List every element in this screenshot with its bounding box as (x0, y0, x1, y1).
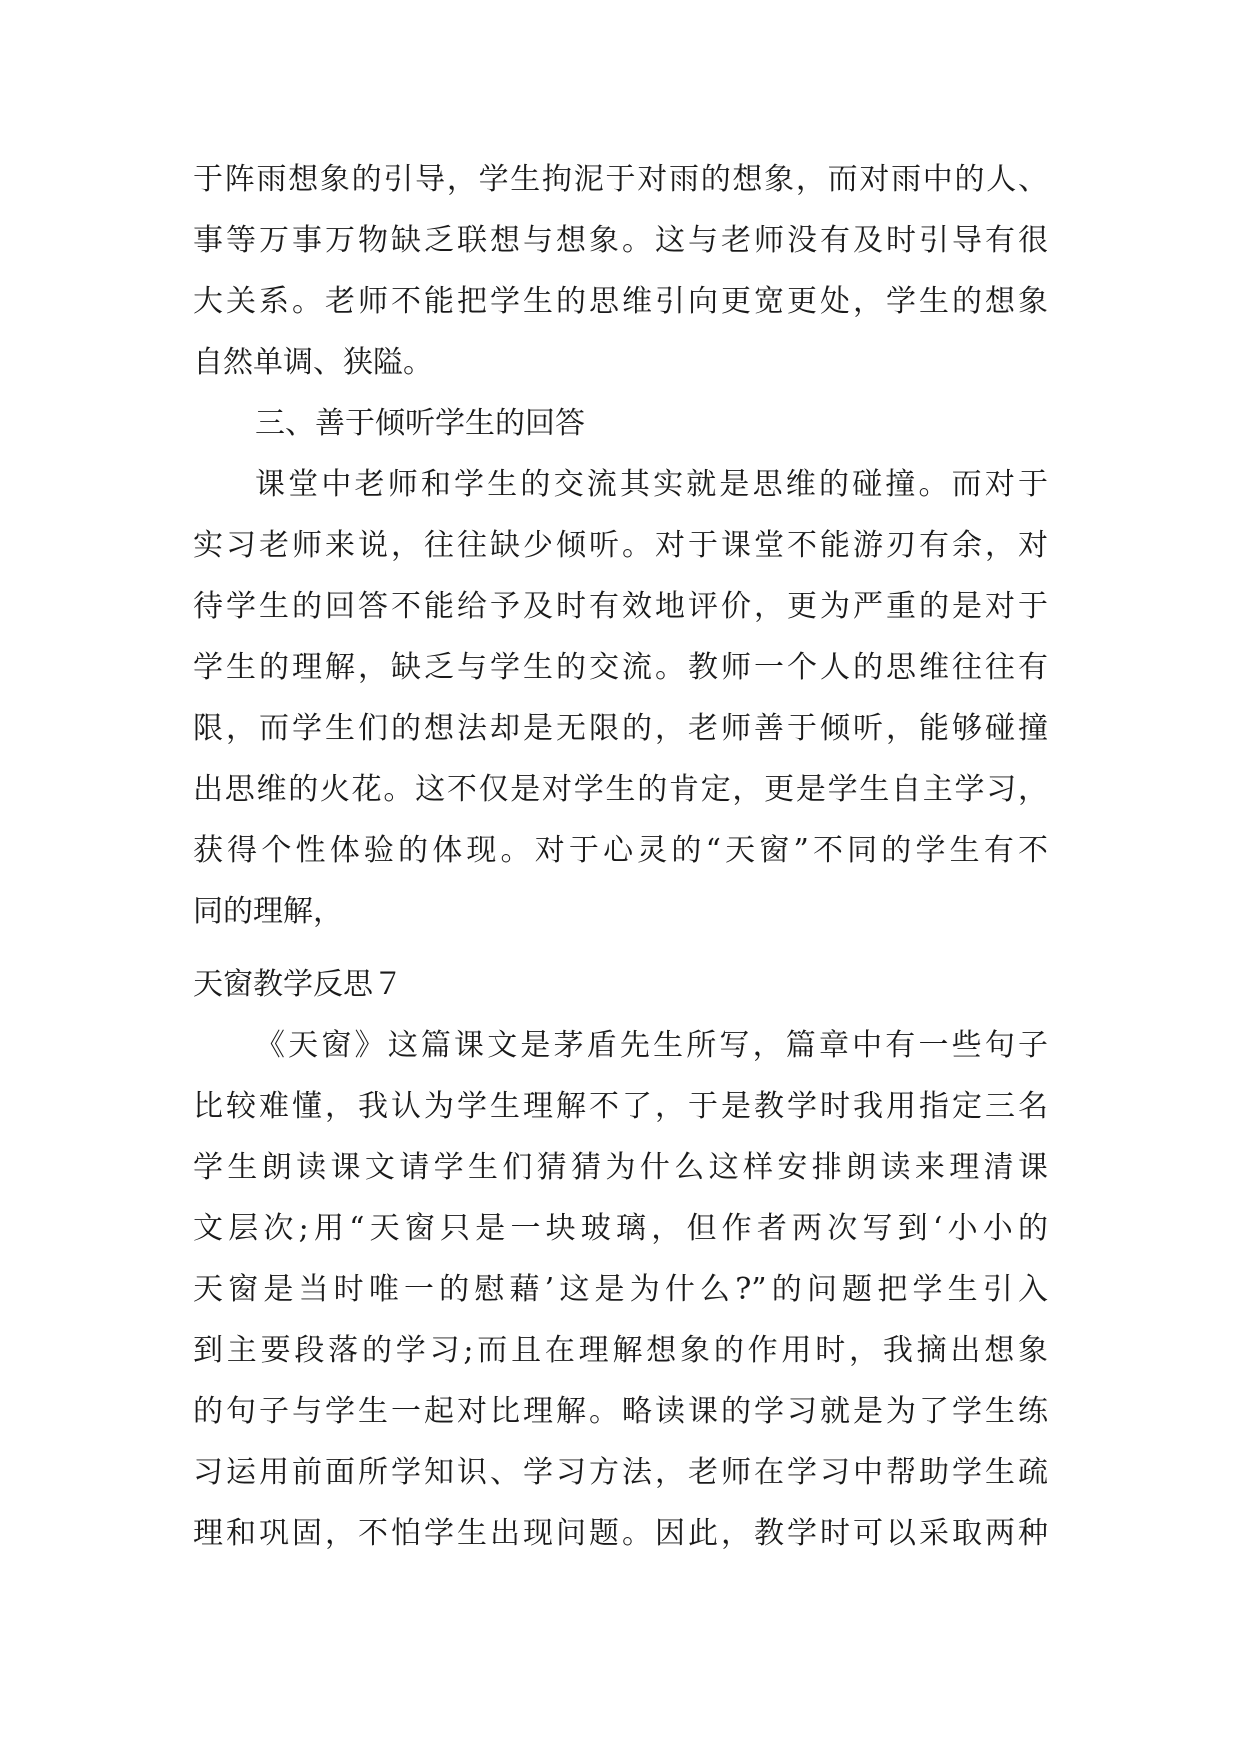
text-line: 事等万事万物缺乏联想与想象。这与老师没有及时引导有很 (193, 223, 1048, 258)
text-line: 待学生的回答不能给予及时有效地评价，更为严重的是对于 (193, 589, 1048, 624)
text-line: 习运用前面所学知识、学习方法，老师在学习中帮助学生疏 (193, 1455, 1048, 1490)
text-line: 学生朗读课文请学生们猜猜为什么这样安排朗读来理清课 (193, 1150, 1048, 1185)
text-line: 限，而学生们的想法却是无限的，老师善于倾听，能够碰撞 (193, 711, 1048, 746)
article-title: 天窗教学反思７ (193, 967, 403, 1002)
text-line: 文层次;用“天窗只是一块玻璃，但作者两次写到‘小小的 (193, 1211, 1048, 1246)
text-line: 实习老师来说，往往缺少倾听。对于课堂不能游刃有余，对 (193, 528, 1048, 563)
text-line: 大关系。老师不能把学生的思维引向更宽更处，学生的想象 (193, 284, 1048, 319)
section-one (193, 149, 1048, 942)
text-line: 天窗是当时唯一的慰藉’这是为什么?”的问题把学生引入 (193, 1272, 1048, 1307)
text-line: 出思维的火花。这不仅是对学生的肯定，更是学生自主学习， (193, 772, 1048, 807)
text-line: 于阵雨想象的引导，学生拘泥于对雨的想象，而对雨中的人、 (193, 162, 1048, 197)
section-heading: 三、善于倾听学生的回答 (255, 406, 585, 441)
text-line: 获得个性体验的体现。对于心灵的“天窗”不同的学生有不 (193, 833, 1048, 868)
text-line: 学生的理解，缺乏与学生的交流。教师一个人的思维往往有 (193, 650, 1048, 685)
text-line: 的句子与学生一起对比理解。略读课的学习就是为了学生练 (193, 1394, 1048, 1429)
text-line: 课堂中老师和学生的交流其实就是思维的碰撞。而对于 (255, 467, 1048, 502)
text-line: 到主要段落的学习;而且在理解想象的作用时，我摘出想象 (193, 1333, 1048, 1368)
text-line: 比较难懂，我认为学生理解不了，于是教学时我用指定三名 (193, 1089, 1048, 1124)
text-line: 《天窗》这篇课文是茅盾先生所写，篇章中有一些句子 (255, 1028, 1048, 1063)
text-line: 理和巩固，不怕学生出现问题。因此，教学时可以采取两种 (193, 1516, 1048, 1551)
text-line: 自然单调、狭隘。 (193, 345, 433, 380)
text-line: 同的理解， (193, 894, 343, 929)
section-two (193, 954, 1048, 1564)
